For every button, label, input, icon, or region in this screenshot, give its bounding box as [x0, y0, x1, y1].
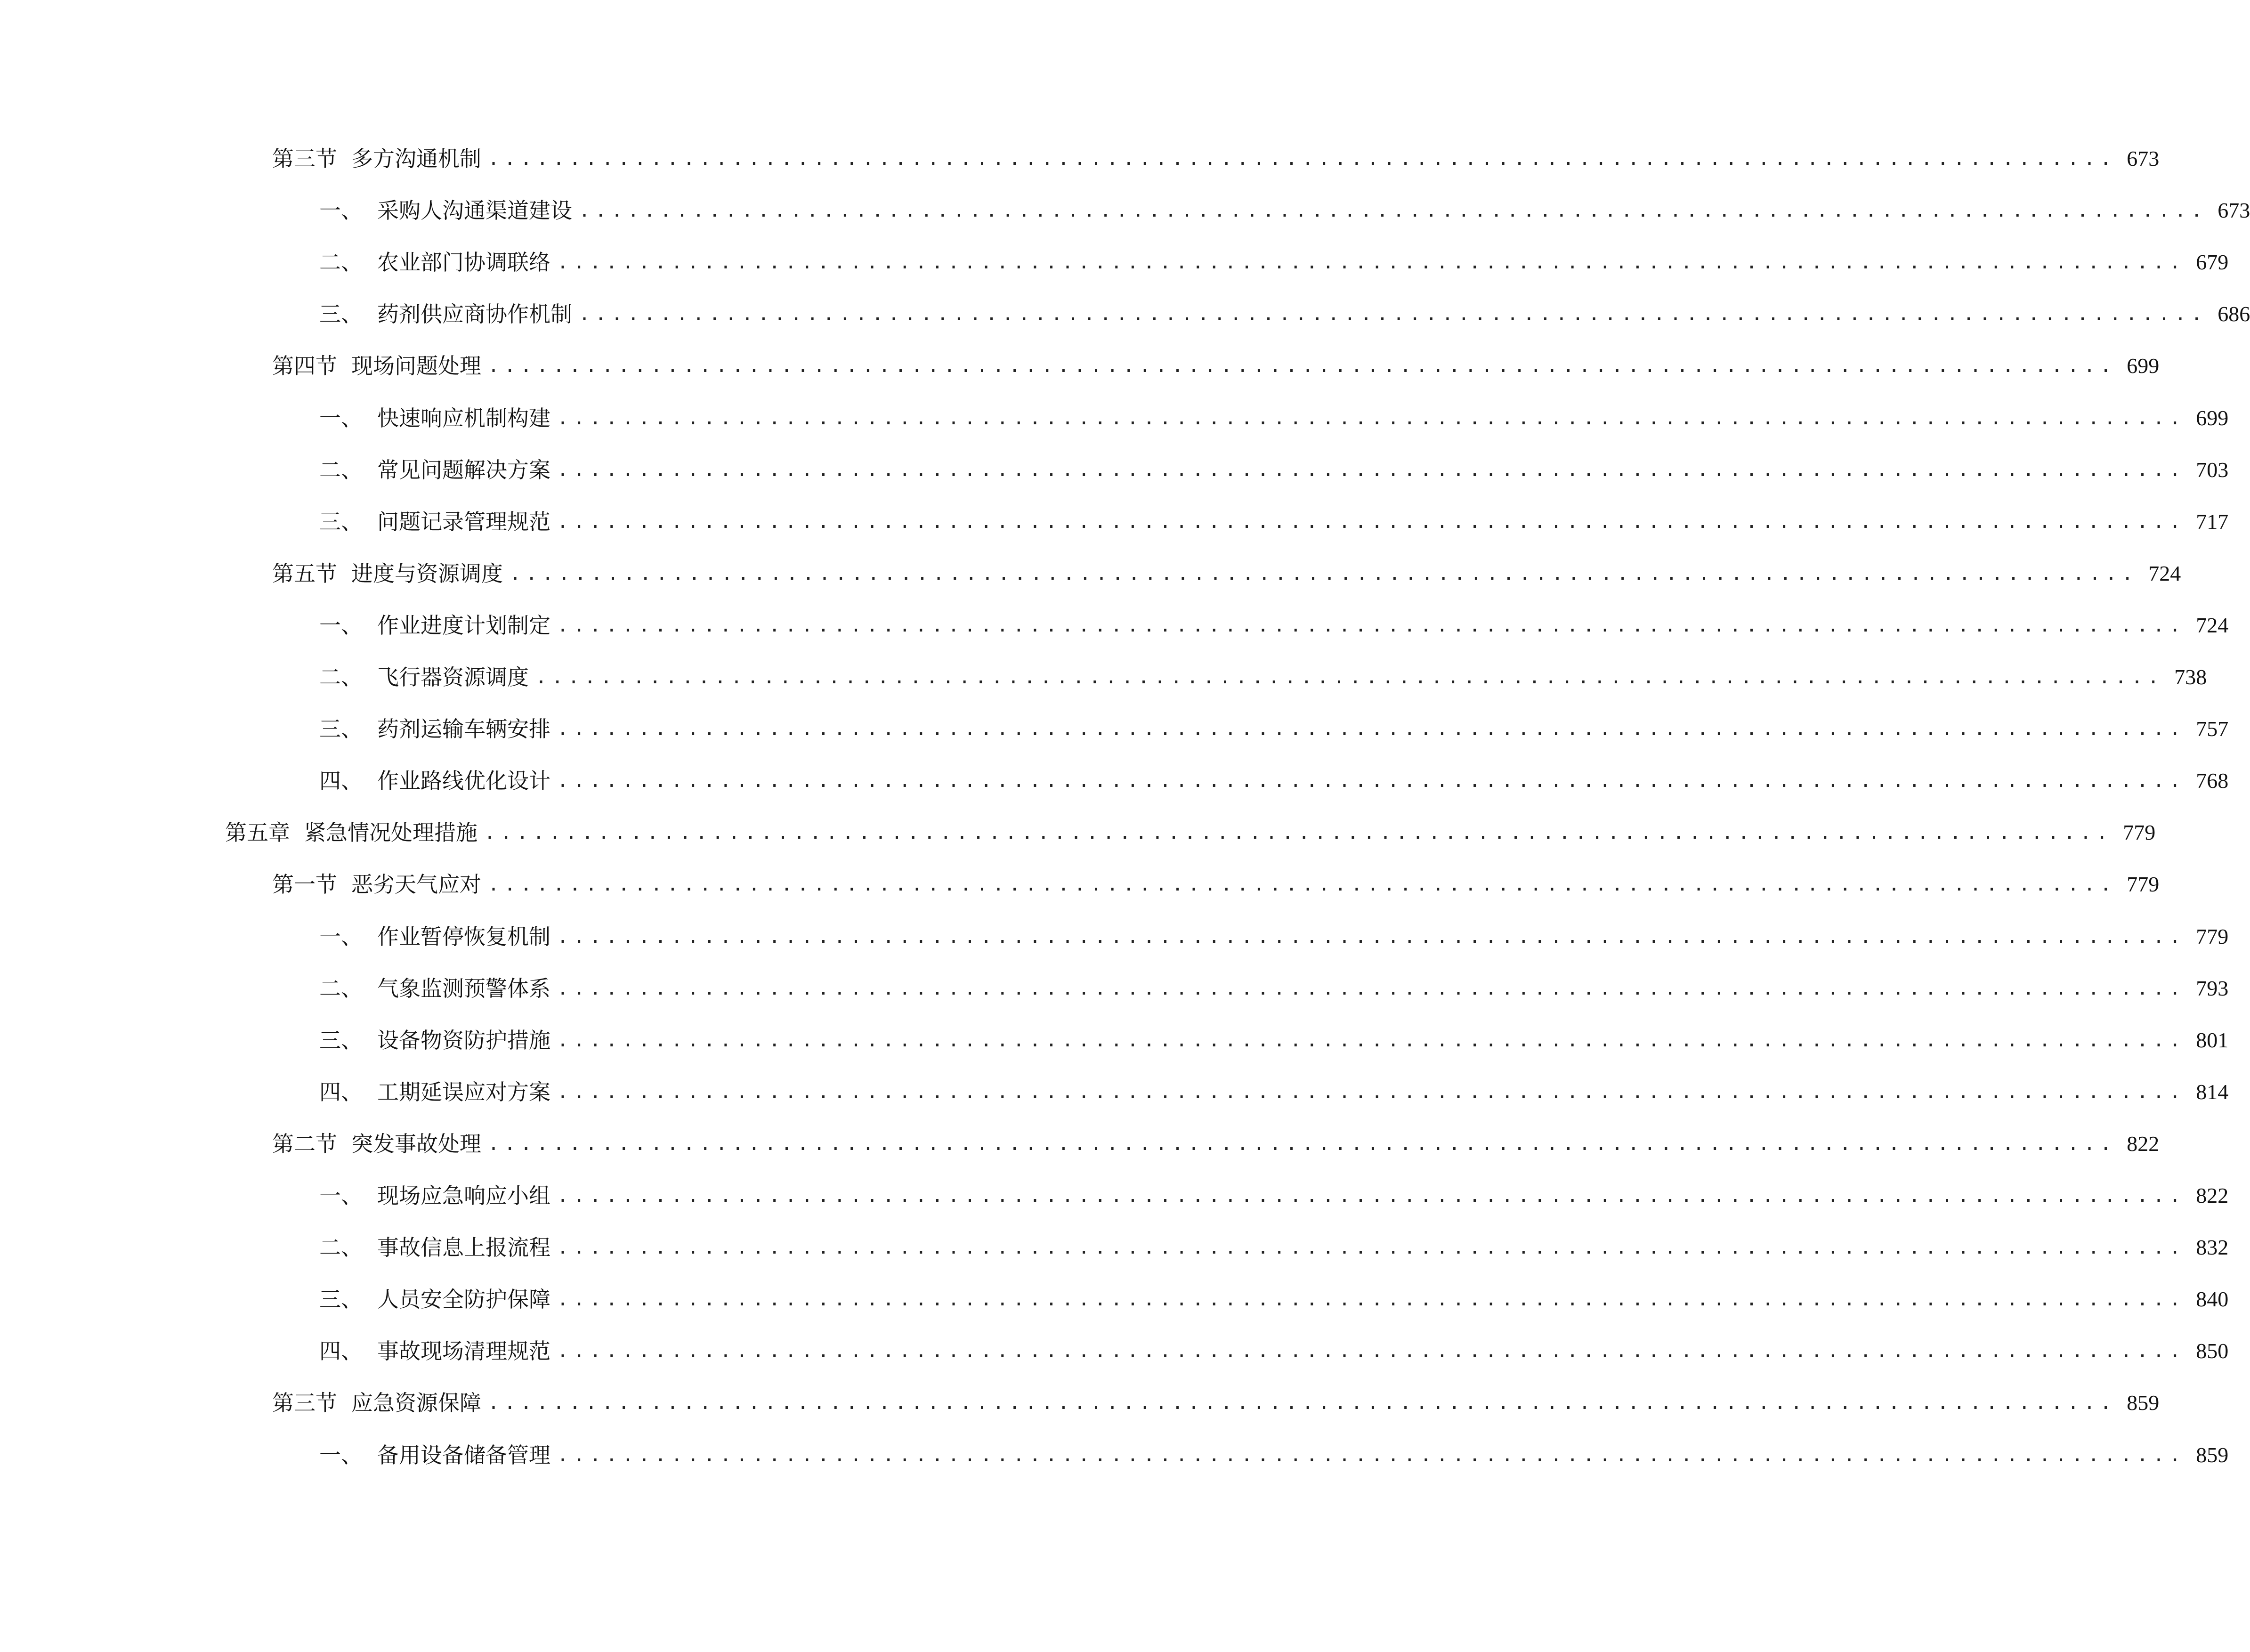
toc-entry-title: 应急资源保障 [351, 1390, 481, 1416]
toc-entry-page-number: 779 [2196, 924, 2229, 948]
toc-entry-title: 药剂供应商协作机制 [377, 301, 572, 327]
toc-entry-page-number: 673 [2127, 146, 2160, 170]
toc-entry-section[interactable] [272, 1125, 2160, 1163]
toc-entry-title: 多方沟通机制 [351, 146, 481, 171]
toc-dot-leader: .................................................................................................... [557, 615, 2186, 636]
toc-entry-number: 一、 [319, 613, 363, 638]
toc-entry-page-number: 859 [2127, 1391, 2160, 1415]
toc-entry-page-number: 679 [2196, 250, 2229, 274]
toc-entry-title: 设备物资防护措施 [377, 1028, 550, 1053]
toc-entry-page-number: 822 [2196, 1183, 2229, 1207]
toc-entry-title: 作业进度计划制定 [377, 613, 550, 638]
toc-entry-section[interactable] [272, 140, 2160, 178]
toc-entry-page-number: 793 [2196, 976, 2229, 1000]
toc-entry-subsection[interactable] [319, 1073, 2229, 1111]
toc-entry-page-number: 738 [2174, 665, 2207, 689]
toc-dot-leader: .................................................................................................... [557, 459, 2186, 481]
toc-entry-number: 一、 [319, 198, 363, 223]
toc-entry-page-number: 757 [2196, 717, 2229, 741]
toc-dot-leader: .................................................................................................... [488, 874, 2117, 895]
toc-entry-title: 作业暂停恢复机制 [377, 924, 550, 949]
toc-dot-leader: .................................................................................................... [488, 355, 2117, 377]
toc-entry-page-number: 801 [2196, 1028, 2229, 1052]
toc-entry-page-number: 850 [2196, 1339, 2229, 1363]
toc-entry-number: 第二节 [272, 1131, 337, 1157]
toc-entry-page-number: 779 [2123, 820, 2156, 844]
toc-dot-leader: .................................................................................................... [488, 1392, 2117, 1414]
toc-entry-title: 采购人沟通渠道建设 [377, 198, 572, 223]
toc-entry-title: 恶劣天气应对 [351, 872, 481, 897]
toc-entry-number: 第五节 [272, 561, 337, 586]
toc-entry-subsection[interactable] [319, 762, 2229, 800]
toc-entry-page-number: 779 [2127, 872, 2160, 896]
toc-entry-subsection[interactable] [319, 503, 2229, 541]
toc-entry-subsection[interactable] [319, 970, 2229, 1007]
toc-entry-page-number: 686 [2218, 302, 2250, 326]
toc-entry-number: 第三节 [272, 1390, 337, 1416]
toc-entry-number: 第三节 [272, 146, 337, 171]
toc-entry-number: 二、 [319, 664, 363, 690]
toc-dot-leader: .................................................................................................... [557, 1444, 2186, 1466]
toc-entry-page-number: 859 [2196, 1443, 2229, 1467]
toc-entry-subsection[interactable] [319, 1229, 2229, 1266]
toc-dot-leader: .................................................................................................... [557, 1185, 2186, 1207]
toc-entry-subsection[interactable] [319, 192, 2250, 229]
toc-entry-title: 事故信息上报流程 [377, 1235, 550, 1260]
toc-entry-page-number: 814 [2196, 1080, 2229, 1104]
toc-entry-subsection[interactable] [319, 710, 2229, 748]
toc-dot-leader: .................................................................................................... [557, 251, 2186, 273]
toc-entry-subsection[interactable] [319, 1332, 2229, 1370]
toc-dot-leader: .................................................................................................... [510, 563, 2138, 584]
toc-entry-section[interactable] [272, 866, 2160, 903]
toc-entry-section[interactable] [272, 347, 2160, 385]
toc-dot-leader: .................................................................................................... [557, 1237, 2186, 1258]
toc-entry-section[interactable] [272, 1384, 2160, 1422]
toc-dot-leader: .................................................................................................... [557, 1288, 2186, 1310]
toc-entry-page-number: 768 [2196, 769, 2229, 793]
toc-entry-title: 人员安全防护保障 [377, 1287, 550, 1312]
toc-entry-number: 第四节 [272, 353, 337, 379]
toc-entry-number: 二、 [319, 976, 363, 1001]
toc-entry-subsection[interactable] [319, 399, 2229, 437]
toc-entry-number: 四、 [319, 1079, 363, 1105]
toc-entry-page-number: 699 [2127, 354, 2160, 378]
toc-entry-number: 一、 [319, 1183, 363, 1208]
toc-entry-title: 农业部门协调联络 [377, 250, 550, 275]
toc-entry-title: 现场应急响应小组 [377, 1183, 550, 1208]
toc-entry-title: 备用设备储备管理 [377, 1442, 550, 1468]
toc-entry-number: 三、 [319, 1028, 363, 1053]
toc-entry-page-number: 840 [2196, 1287, 2229, 1311]
toc-entry-number: 三、 [319, 716, 363, 742]
toc-entry-page-number: 724 [2148, 561, 2181, 585]
toc-entry-subsection[interactable] [319, 1177, 2229, 1215]
toc-entry-number: 三、 [319, 509, 363, 534]
toc-entry-title: 药剂运输车辆安排 [377, 716, 550, 742]
toc-entry-title: 作业路线优化设计 [377, 768, 550, 794]
toc-entry-title: 工期延误应对方案 [377, 1079, 550, 1105]
toc-dot-leader: .................................................................................................... [557, 770, 2186, 792]
toc-entry-subsection[interactable] [319, 1021, 2229, 1059]
toc-entry-page-number: 703 [2196, 458, 2229, 482]
toc-entry-page-number: 724 [2196, 613, 2229, 637]
toc-entry-number: 二、 [319, 250, 363, 275]
toc-dot-leader: .................................................................................................... [557, 511, 2186, 533]
toc-entry-title: 飞行器资源调度 [377, 664, 529, 690]
toc-dot-leader: .................................................................................................... [557, 1029, 2186, 1051]
toc-dot-leader: .................................................................................................... [488, 148, 2117, 170]
toc-dot-leader: .................................................................................................... [557, 1081, 2186, 1103]
toc-dot-leader: .................................................................................................... [557, 1340, 2186, 1362]
toc-entry-subsection[interactable] [319, 1436, 2229, 1474]
toc-entry-title: 紧急情况处理措施 [304, 820, 478, 845]
toc-entry-number: 三、 [319, 301, 363, 327]
toc-entry-subsection[interactable] [319, 918, 2229, 956]
toc-entry-page-number: 699 [2196, 406, 2229, 430]
toc-entry-title: 快速响应机制构建 [377, 405, 550, 431]
toc-entry-section[interactable] [272, 555, 2181, 592]
toc-entry-subsection[interactable] [319, 658, 2207, 696]
toc-entry-title: 事故现场清理规范 [377, 1338, 550, 1364]
toc-entry-title: 气象监测预警体系 [377, 976, 550, 1001]
toc-dot-leader: .................................................................................................... [488, 1133, 2117, 1155]
toc-entry-chapter[interactable] [225, 814, 2156, 851]
toc-entry-title: 问题记录管理规范 [377, 509, 550, 534]
toc-dot-leader: .................................................................................................... [535, 666, 2164, 688]
toc-entry-subsection[interactable] [319, 243, 2229, 281]
toc-entry-number: 一、 [319, 405, 363, 431]
toc-entry-title: 常见问题解决方案 [377, 457, 550, 483]
toc-entry-number: 二、 [319, 1235, 363, 1260]
toc-entry-page-number: 832 [2196, 1235, 2229, 1259]
toc-entry-subsection[interactable] [319, 451, 2229, 489]
toc-entry-subsection[interactable] [319, 295, 2250, 333]
toc-entry-number: 第五章 [225, 820, 290, 845]
toc-entry-page-number: 717 [2196, 510, 2229, 534]
toc-entry-number: 第一节 [272, 872, 337, 897]
toc-entry-number: 一、 [319, 1442, 363, 1468]
toc-dot-leader: .................................................................................................... [484, 822, 2113, 843]
toc-entry-number: 四、 [319, 768, 363, 794]
toc-entry-subsection[interactable] [319, 607, 2229, 644]
toc-entry-number: 二、 [319, 457, 363, 483]
toc-entry-title: 进度与资源调度 [351, 561, 503, 586]
toc-dot-leader: .................................................................................................... [557, 718, 2186, 740]
toc-entry-subsection[interactable] [319, 1280, 2229, 1318]
toc-dot-leader: .................................................................................................... [579, 200, 2208, 221]
toc-dot-leader: .................................................................................................... [579, 303, 2208, 325]
toc-entry-title: 突发事故处理 [351, 1131, 481, 1157]
toc-dot-leader: .................................................................................................... [557, 978, 2186, 999]
toc-entry-number: 一、 [319, 924, 363, 949]
toc-entry-number: 三、 [319, 1287, 363, 1312]
toc-entry-title: 现场问题处理 [351, 353, 481, 379]
toc-dot-leader: .................................................................................................... [557, 926, 2186, 947]
toc-entry-page-number: 673 [2218, 198, 2250, 222]
toc-entry-page-number: 822 [2127, 1132, 2160, 1156]
toc-dot-leader: .................................................................................................... [557, 407, 2186, 429]
toc-entry-number: 四、 [319, 1338, 363, 1364]
